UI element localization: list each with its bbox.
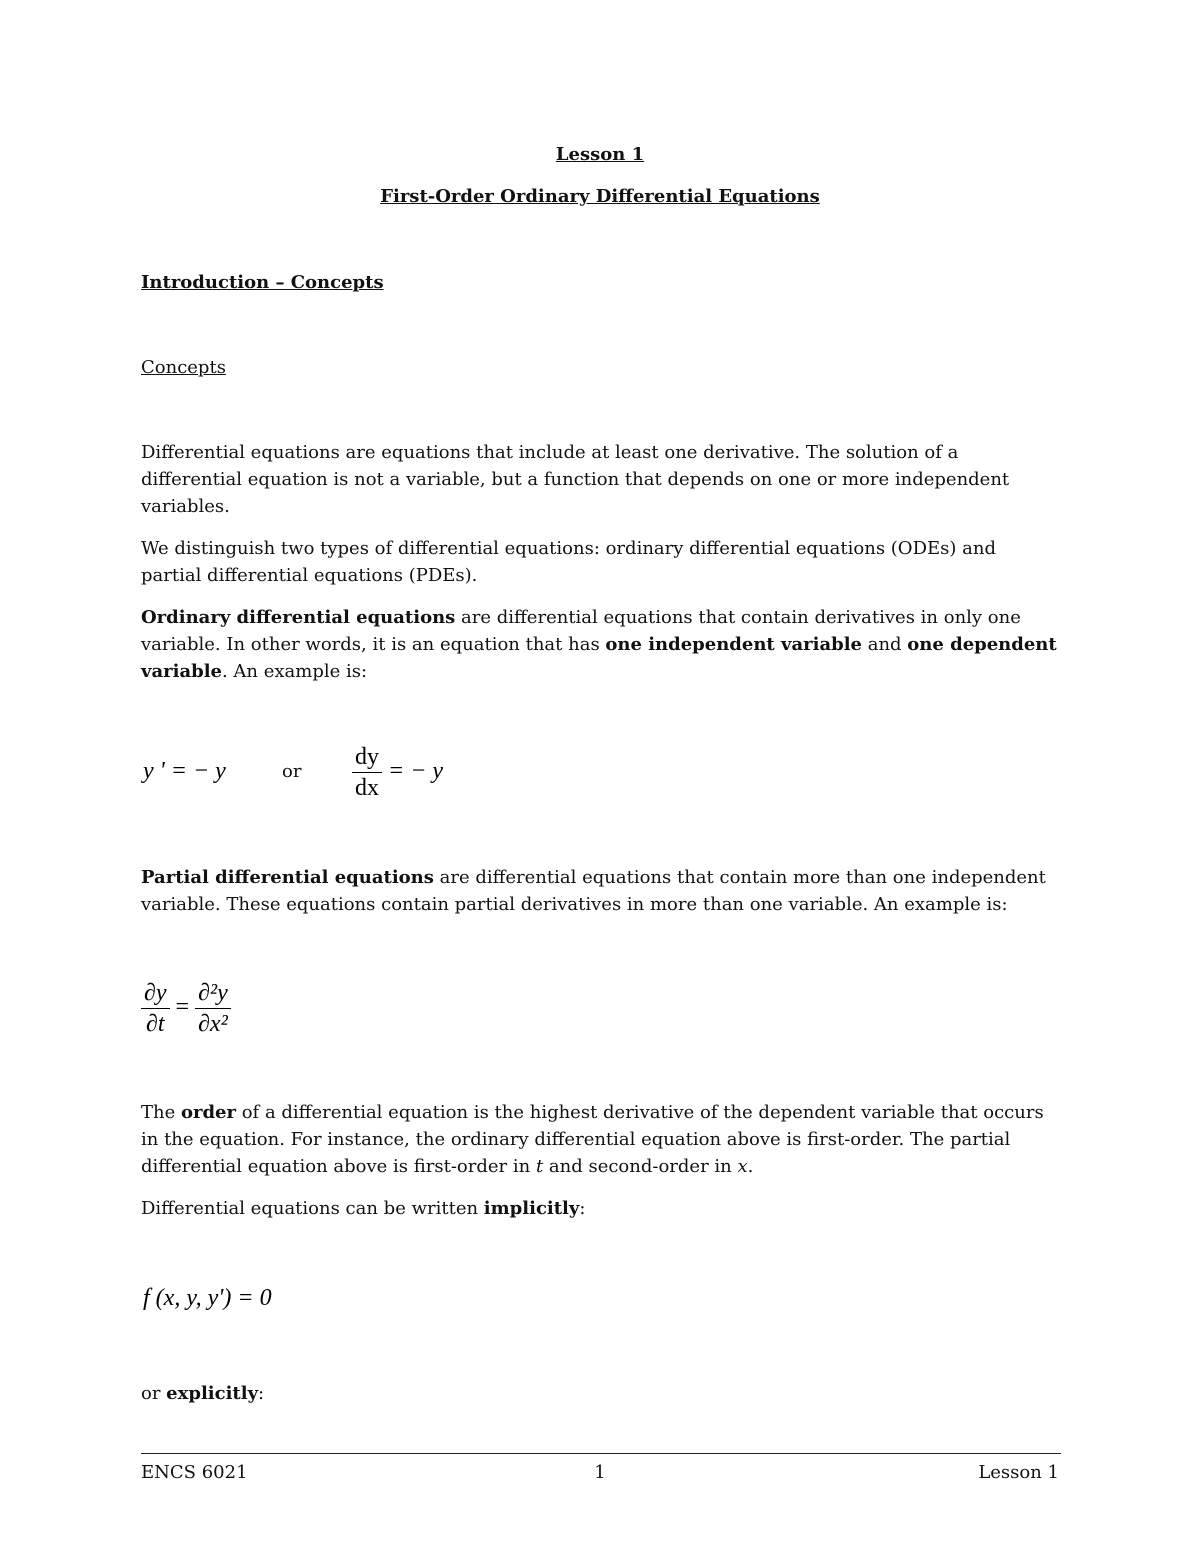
footer-divider [141, 1453, 1061, 1454]
pde-rhs-fraction [195, 978, 231, 1039]
implicit-text-1: Differential equations can be written [141, 1198, 484, 1219]
paragraph-implicit [141, 1195, 1061, 1222]
order-text-2: of a differential equation is the highest derivative of the dependent variable that occurs in the equation. For instance, the ordinary differential equation above is first-order. The partial differential equation above is first-order in [141, 1102, 1044, 1177]
order-var-x: x [737, 1156, 748, 1177]
implicit-term: implicitly [483, 1198, 580, 1219]
ode-or-word: or [282, 761, 302, 782]
paragraph-order [141, 1099, 1061, 1180]
footer-lesson-label: Lesson 1 [978, 1462, 1059, 1483]
pde-rhs-denominator: ∂x² [198, 1011, 228, 1037]
ode-equation-prime: y ' = − y [143, 758, 226, 784]
footer-course-code: ENCS 6021 [141, 1462, 248, 1483]
pde-lhs-numerator: ∂y [141, 978, 170, 1009]
order-text-4: . [747, 1156, 754, 1177]
implicit-equation: f (x, y, y') = 0 [143, 1285, 272, 1311]
ode-fraction [352, 742, 382, 803]
order-term: order [180, 1102, 236, 1123]
section-heading-row [141, 269, 1061, 296]
order-text-3: and second-order in [543, 1156, 738, 1177]
paragraph-ode [141, 604, 1061, 685]
footer-page-number: 1 [594, 1462, 606, 1483]
ode-equation-leibniz [352, 742, 443, 803]
lesson-title: Lesson 1 [555, 144, 645, 165]
pde-equation [141, 978, 231, 1039]
pde-text-1: are differential equations that contain more than one independent variable. These equations contain partial derivatives in more than one variable. An example is: [141, 867, 1046, 915]
lesson-subtitle: First-Order Ordinary Differential Equations [380, 186, 820, 207]
ode-fraction-numerator: dy [352, 742, 382, 773]
explicit-text-2: : [258, 1383, 265, 1404]
ode-rhs: = − y [388, 758, 444, 785]
explicit-text-1: or [141, 1383, 167, 1404]
explicit-term: explicitly [166, 1383, 259, 1404]
pde-rhs-numerator: ∂²y [195, 978, 231, 1009]
paragraph-definition: Differential equations are equations that include at least one derivative. The solution of a differential equation is not a variable, but a function that depends on one or more independent variables. [141, 442, 1010, 517]
pde-equals: = [175, 994, 190, 1021]
ode-term: Ordinary differential equations [141, 607, 456, 628]
section-subheading: Concepts [141, 357, 226, 378]
ode-text-1: are differential equations that contain derivatives in only one variable. In other words, it is an equation that has [141, 607, 1021, 655]
paragraph-pde [141, 864, 1061, 918]
order-var-t: t [535, 1156, 544, 1177]
paragraph-types: We distinguish two types of differential equations: ordinary differential equations (ODEs) and partial differential equations (PDEs). [141, 538, 996, 586]
paragraph-explicit [141, 1380, 1061, 1407]
ode-text-3: . An example is: [221, 661, 368, 682]
lesson-title-row [0, 141, 1200, 168]
order-text-1: The [141, 1102, 181, 1123]
pde-term: Partial differential equations [141, 867, 434, 888]
subtitle-row [0, 183, 1200, 210]
implicit-text-2: : [579, 1198, 586, 1219]
ode-dependent-term: one dependent variable [141, 634, 1057, 682]
ode-text-2: and [862, 634, 908, 655]
ode-independent-term: one independent variable [605, 634, 862, 655]
subheading-row [141, 354, 1061, 381]
pde-lhs-denominator: ∂t [145, 1011, 165, 1037]
section-heading: Introduction – Concepts [141, 272, 384, 293]
pde-lhs-fraction [141, 978, 170, 1039]
ode-fraction-denominator: dx [355, 775, 379, 801]
